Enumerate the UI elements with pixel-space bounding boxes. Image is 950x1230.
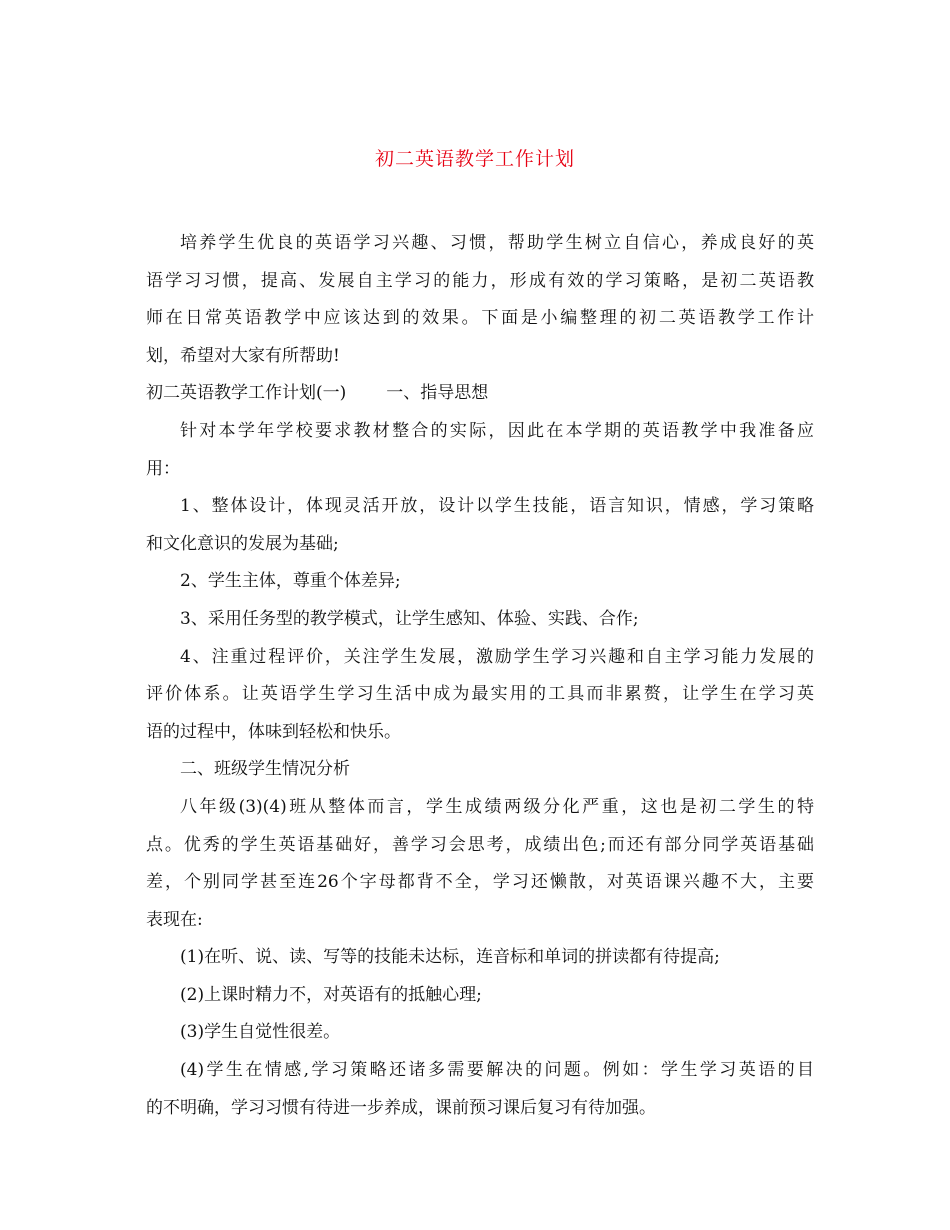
intro-line-3: 师在日常英语教学中应该达到的效果。下面是小编整理的初二英语教学工作计 — [146, 308, 814, 329]
analysis-line-3: 差，个别同学甚至连26个字母都背不全，学习还懒散，对英语课兴趣不大，主要 — [146, 872, 814, 893]
section2-heading: 二、班级学生情况分析 — [180, 759, 350, 780]
point4-line-3: 语的过程中，体味到轻松和快乐。 — [146, 721, 401, 742]
point1-line-1: 1、整体设计，体现灵活开放，设计以学生技能，语言知识，情感，学习策略 — [180, 496, 814, 517]
section1-subheading: 一、指导思想 — [386, 383, 489, 404]
point3-line: 3、采用任务型的教学模式，让学生感知、体验、实践、合作; — [180, 608, 639, 629]
intro-line-4: 划，希望对大家有所帮助! — [146, 345, 340, 366]
intro-line-2: 语学习习惯，提高、发展自主学习的能力，形成有效的学习策略，是初二英语教 — [146, 270, 814, 291]
item3-line: (3)学生自觉性很差。 — [180, 1022, 341, 1043]
section1-heading-line — [146, 375, 814, 413]
point1-line-2: 和文化意识的发展为基础; — [146, 533, 339, 554]
section1-heading: 初二英语教学工作计划(一) — [146, 383, 347, 404]
analysis-line-1: 八年级(3)(4)班从整体而言，学生成绩两级分化严重，这也是初二学生的特 — [180, 796, 814, 817]
point4-line-2: 评价体系。让英语学生学习生活中成为最实用的工具而非累赘，让学生在学习英 — [146, 684, 814, 705]
point4-line-1: 4、注重过程评价，关注学生发展，激励学生学习兴趣和自主学习能力发展的 — [180, 646, 814, 667]
document-title: 初二英语教学工作计划 — [374, 148, 575, 170]
item1-line: (1)在听、说、读、写等的技能未达标，连音标和单词的拼读都有待提高; — [180, 947, 720, 968]
guiding-line-2: 用： — [146, 458, 180, 479]
item2-line: (2)上课时精力不，对英语有的抵触心理; — [180, 984, 482, 1005]
guiding-line-1: 针对本学年学校要求教材整合的实际，因此在本学期的英语教学中我准备应 — [180, 420, 814, 441]
item4-line-1: (4)学生在情感,学习策略还诸多需要解决的问题。例如：学生学习英语的目 — [180, 1060, 814, 1081]
analysis-line-2: 点。优秀的学生英语基础好，善学习会思考，成绩出色;而还有部分同学英语基础 — [146, 834, 814, 855]
intro-line-1: 培养学生优良的英语学习兴趣、习惯，帮助学生树立自信心，养成良好的英 — [180, 233, 814, 253]
analysis-line-4: 表现在: — [146, 909, 203, 930]
document-body — [146, 225, 814, 1127]
point2-line: 2、学生主体，尊重个体差异; — [180, 571, 401, 592]
item4-line-2: 的不明确，学习习惯有待进一步养成，课前预习课后复习有待加强。 — [146, 1097, 656, 1118]
